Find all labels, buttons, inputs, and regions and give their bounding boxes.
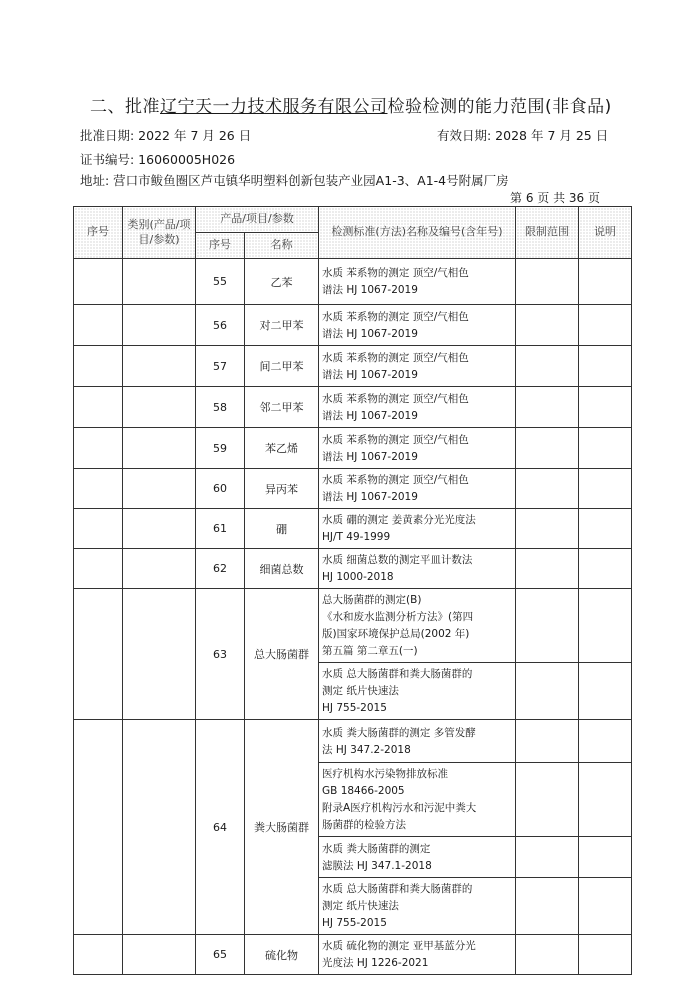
- cell-standard: 水质 总大肠菌群和粪大肠菌群的 测定 纸片快速法 HJ 755-2015: [319, 878, 516, 935]
- cell-limit: [516, 837, 579, 878]
- title-prefix: 二、批准: [90, 97, 160, 117]
- header-seq: 序号: [74, 207, 123, 259]
- cell-item-name: 间二甲苯: [245, 346, 319, 387]
- cell-note: [579, 663, 632, 720]
- table-row: [74, 549, 632, 589]
- cell-seq: [74, 428, 123, 469]
- cell-category: [123, 469, 196, 509]
- cell-limit: [516, 428, 579, 469]
- cell-item-name: 乙苯: [245, 259, 319, 305]
- cell-standard: 水质 苯系物的测定 顶空/气相色 谱法 HJ 1067-2019: [319, 387, 516, 428]
- cell-standard: 水质 硫化物的测定 亚甲基蓝分光 光度法 HJ 1226-2021: [319, 935, 516, 975]
- header-item-no: 序号: [196, 233, 245, 259]
- cell-category: [123, 589, 196, 720]
- header-note: 说明: [579, 207, 632, 259]
- cell-limit: [516, 720, 579, 763]
- cell-note: [579, 549, 632, 589]
- cell-item-name: 邻二甲苯: [245, 387, 319, 428]
- cell-seq: [74, 589, 123, 720]
- table-row: [74, 346, 632, 387]
- cell-standard: 水质 苯系物的测定 顶空/气相色 谱法 HJ 1067-2019: [319, 346, 516, 387]
- cell-standard: 水质 粪大肠菌群的测定 多管发酵 法 HJ 347.2-2018: [319, 720, 516, 763]
- cell-item-name: 对二甲苯: [245, 305, 319, 346]
- cell-limit: [516, 387, 579, 428]
- table-row: [74, 259, 632, 305]
- cell-item-no: 65: [196, 935, 245, 975]
- table-row: [74, 305, 632, 346]
- cell-note: [579, 509, 632, 549]
- header-standard: 检测标准(方法)名称及编号(含年号): [319, 207, 516, 259]
- cell-limit: [516, 346, 579, 387]
- table-row: [74, 469, 632, 509]
- cell-seq: [74, 935, 123, 975]
- title-company: 辽宁天一力技术服务有限公司: [160, 97, 388, 117]
- page-info: 第 6 页 共 36 页: [510, 191, 600, 205]
- cell-standard: 水质 粪大肠菌群的测定 滤膜法 HJ 347.1-2018: [319, 837, 516, 878]
- table-row: [74, 428, 632, 469]
- cell-category: [123, 387, 196, 428]
- cell-note: [579, 469, 632, 509]
- cell-category: [123, 935, 196, 975]
- cell-limit: [516, 509, 579, 549]
- cell-item-no: 59: [196, 428, 245, 469]
- cell-category: [123, 428, 196, 469]
- cell-item-no: 64: [196, 720, 245, 935]
- cell-item-no: 58: [196, 387, 245, 428]
- cell-category: [123, 259, 196, 305]
- capability-table: [73, 206, 632, 975]
- cell-item-no: 55: [196, 259, 245, 305]
- cell-item-no: 61: [196, 509, 245, 549]
- table-row: [74, 720, 632, 763]
- cell-limit: [516, 663, 579, 720]
- header-product-group: 产品/项目/参数: [196, 207, 319, 233]
- cell-category: [123, 720, 196, 935]
- cell-item-name: 硼: [245, 509, 319, 549]
- cell-note: [579, 935, 632, 975]
- cell-limit: [516, 763, 579, 837]
- header-item-name: 名称: [245, 233, 319, 259]
- header-category: 类别(产品/项目/参数): [123, 207, 196, 259]
- cell-seq: [74, 387, 123, 428]
- cell-item-name: 细菌总数: [245, 549, 319, 589]
- cell-limit: [516, 469, 579, 509]
- cell-item-no: 56: [196, 305, 245, 346]
- cell-seq: [74, 259, 123, 305]
- cell-item-no: 57: [196, 346, 245, 387]
- cell-item-no: 62: [196, 549, 245, 589]
- table-body: [74, 259, 632, 975]
- cell-seq: [74, 346, 123, 387]
- cell-seq: [74, 720, 123, 935]
- table-row: [74, 589, 632, 663]
- cell-standard: 医疗机构水污染物排放标准 GB 18466-2005 附录A医疗机构污水和污泥中粪大 肠菌群的检验方法: [319, 763, 516, 837]
- cell-category: [123, 509, 196, 549]
- valid-date: 有效日期: 2028 年 7 月 25 日: [437, 128, 609, 143]
- cell-limit: [516, 549, 579, 589]
- cell-category: [123, 346, 196, 387]
- cell-note: [579, 346, 632, 387]
- cell-item-no: 63: [196, 589, 245, 720]
- cell-item-no: 60: [196, 469, 245, 509]
- cell-note: [579, 837, 632, 878]
- cell-seq: [74, 549, 123, 589]
- cell-note: [579, 720, 632, 763]
- cell-note: [579, 589, 632, 663]
- cell-item-name: 异丙苯: [245, 469, 319, 509]
- cell-standard: 水质 总大肠菌群和粪大肠菌群的 测定 纸片快速法 HJ 755-2015: [319, 663, 516, 720]
- cell-category: [123, 305, 196, 346]
- cell-standard: 水质 苯系物的测定 顶空/气相色 谱法 HJ 1067-2019: [319, 305, 516, 346]
- cell-note: [579, 428, 632, 469]
- cell-note: [579, 259, 632, 305]
- cell-note: [579, 305, 632, 346]
- cell-item-name: 总大肠菌群: [245, 589, 319, 720]
- cell-seq: [74, 509, 123, 549]
- table-row: [74, 935, 632, 975]
- cell-seq: [74, 305, 123, 346]
- address: 地址: 营口市鲅鱼圈区芦屯镇华明塑料创新包装产业园A1-3、A1-4号附属厂房: [80, 173, 509, 188]
- page-title: [90, 92, 612, 117]
- cell-limit: [516, 259, 579, 305]
- cell-standard: 水质 细菌总数的测定平皿计数法 HJ 1000-2018: [319, 549, 516, 589]
- cell-standard: 水质 苯系物的测定 顶空/气相色 谱法 HJ 1067-2019: [319, 428, 516, 469]
- cell-limit: [516, 305, 579, 346]
- cell-limit: [516, 878, 579, 935]
- table-row: [74, 509, 632, 549]
- cert-number: 证书编号: 16060005H026: [80, 152, 236, 167]
- approval-date: 批准日期: 2022 年 7 月 26 日: [80, 128, 252, 143]
- cell-note: [579, 763, 632, 837]
- cell-note: [579, 387, 632, 428]
- cell-standard: 水质 苯系物的测定 顶空/气相色 谱法 HJ 1067-2019: [319, 469, 516, 509]
- cell-item-name: 粪大肠菌群: [245, 720, 319, 935]
- cell-limit: [516, 589, 579, 663]
- header-limit: 限制范围: [516, 207, 579, 259]
- title-suffix: 检验检测的能力范围(非食品): [387, 97, 612, 117]
- cell-seq: [74, 469, 123, 509]
- cell-category: [123, 549, 196, 589]
- cell-item-name: 苯乙烯: [245, 428, 319, 469]
- cell-standard: 水质 苯系物的测定 顶空/气相色 谱法 HJ 1067-2019: [319, 259, 516, 305]
- cell-item-name: 硫化物: [245, 935, 319, 975]
- cell-standard: 水质 硼的测定 姜黄素分光光度法 HJ/T 49-1999: [319, 509, 516, 549]
- cell-standard: 总大肠菌群的测定(B) 《水和废水监测分析方法》(第四 版)国家环境保护总局(2002 年) 第五篇 第二章五(一): [319, 589, 516, 663]
- cell-limit: [516, 935, 579, 975]
- cell-note: [579, 878, 632, 935]
- table-row: [74, 387, 632, 428]
